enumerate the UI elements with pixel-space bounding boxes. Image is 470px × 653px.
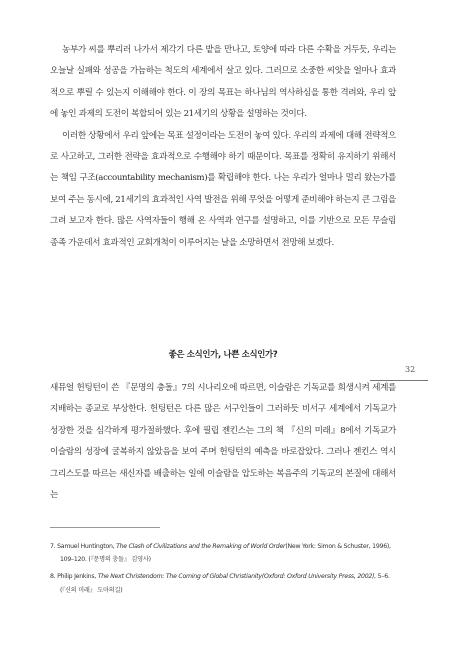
body-text-bottom: [50, 378, 396, 506]
footnote-7: [50, 540, 398, 566]
footnote-divider: [50, 527, 160, 528]
footnote-publication: (New York: Simon & Schuster, 1996), 109–120. (『문명의 충돌』 김영사): [60, 543, 391, 564]
paragraph: 농부가 씨를 뿌리러 나가서 제각기 다른 밭을 만나고, 토양에 따라 다른 수확을 거두듯, 우리는 오늘날 실패와 성공을 가늠하는 척도의 세계에서 살고 있다. 그러므로 소중한 씨앗을 얼마나 효과적으로 뿌릴 수 있는지 이해해야 한다. 이 장의 목표는 하나님의 역사하심을 통한 격려와, 우리 앞에 놓인 과제의 도전이 복합되어 있는 21세기의 상황을 설명하는 것이다.: [50, 45, 396, 120]
footnote-author: 7. Samuel Huntington,: [50, 543, 117, 550]
section-heading: 좋은 소식인가, 나쁜 소식인가?: [168, 349, 278, 359]
footnote-title: The Next Christendom: The Coming of Global Christianity(Oxford: Oxford University Press, 2002),: [97, 573, 376, 581]
footnotes: [50, 540, 398, 601]
footnote-title: The Clash of Civilizations and the Remaking of World Order: [116, 543, 286, 550]
footnote-author: 8. Philip Jenkins,: [50, 573, 98, 581]
paragraph: 이러한 상황에서 우리 앞에는 목표 설정이라는 도전이 놓여 있다. 우리의 과제에 대해 전략적으로 사고하고, 그러한 전략을 효과적으로 수행해야 하기 때문이다. 목표를 정확히 유지하기 위해서는 책임 구조(accountability mechanism)를 확립해야 한다. 나는 우리가 얼마나 멀리 왔는가를 보여 주는 동시에, 21세기의 효과적인 사역 발전을 위해 무엇을 어떻게 준비해야 하는지 큰 그림을 그려 보고자 한다. 많은 사역자들이 행해 온 사역과 연구를 설명하고, 이를 기반으로 모든 무슬림 종족 가운데서 효과적인 교회개척이 이루어지는 날을 소망하면서 전망해 보겠다.: [50, 130, 396, 248]
body-text-top: [50, 40, 396, 254]
paragraph: 새뮤얼 헌팅턴이 쓴 『문명의 충돌』7의 시나리오에 따르면, 이슬람은 기독교를 희생시켜 세계를 지배하는 종교로 부상한다. 헌팅턴은 다른 많은 서구인들이 그러하듯 비서구 세계에서 기독교가 성장한 것을 심각하게 평가절하했다. 후에 필립 젠킨스는 그의 책 『신의 미래』8에서 기독교가 이슬람의 성장에 굴복하지 않았음을 보여 주며 헌팅턴의 예측을 바로잡았다. 그러나 젠킨스 역시 그리스도를 따르는 새신자를 배출하는 일에 이슬람을 압도하는 복음주의 기독교의 본질에 대해서는: [50, 383, 396, 501]
footnote-8: [50, 570, 398, 596]
page-number: 32: [405, 365, 416, 374]
footnote-publication: 5–6. (『신의 미래』 도마의길): [60, 573, 390, 594]
